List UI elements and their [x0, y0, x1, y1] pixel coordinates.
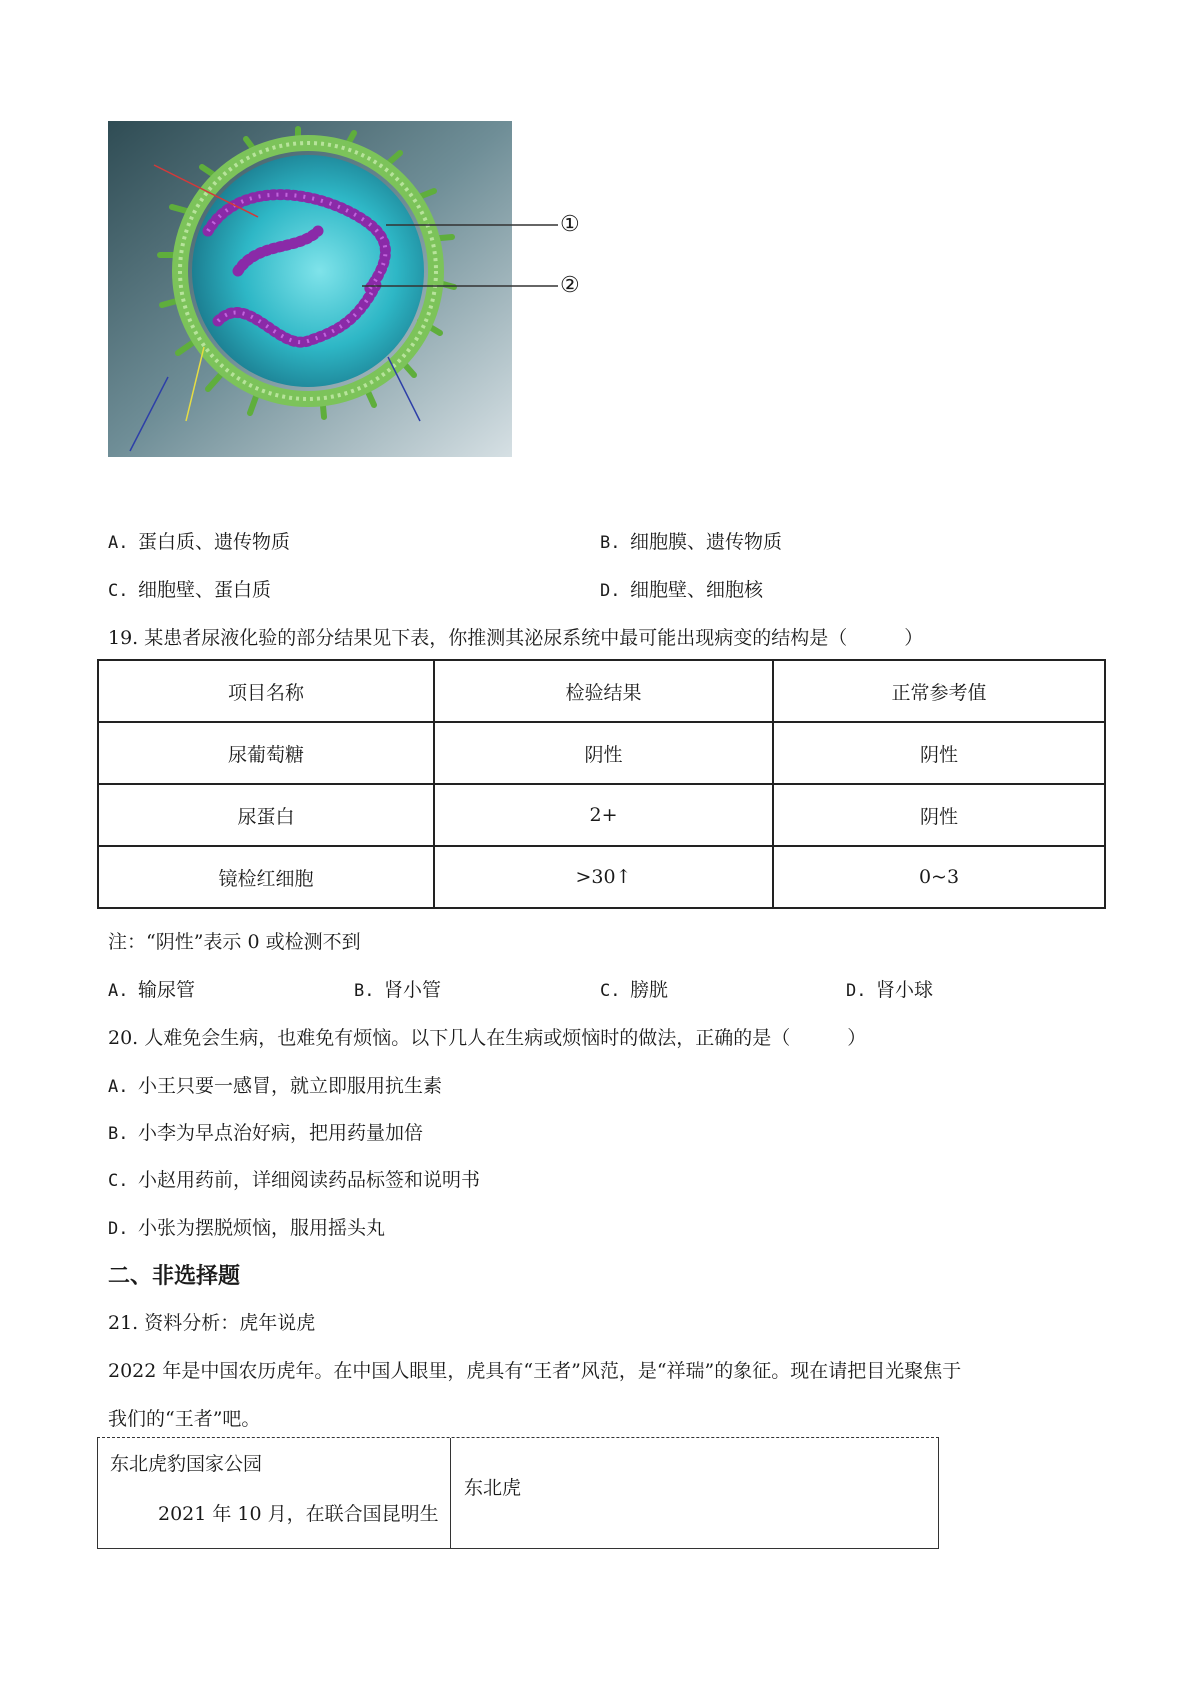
park-description: 2021 年 10 月，在联合国昆明生	[158, 1503, 439, 1525]
table-row	[98, 784, 1105, 846]
tiger-info-table	[97, 1437, 939, 1549]
section-heading: 二、非选择题	[108, 1264, 241, 1289]
q20-option-b[interactable]	[108, 1121, 423, 1146]
option-letter: B.	[600, 533, 621, 553]
q19-option-a[interactable]	[108, 978, 195, 1003]
q18-option-c[interactable]	[108, 578, 271, 603]
table-cell: >30↑	[434, 846, 773, 908]
option-letter: C.	[108, 1171, 129, 1191]
q21-paragraph-line-2: 我们的“王者”吧。	[108, 1408, 261, 1430]
option-letter: A.	[108, 1077, 129, 1097]
option-letter: B.	[108, 1124, 129, 1144]
table-header-row	[98, 660, 1105, 722]
q20-stem: 20. 人难免会生病，也难免有烦恼。以下几人在生病或烦恼时的做法，正确的是（ ）	[108, 1027, 867, 1049]
option-text: 细胞膜、遗传物质	[630, 531, 783, 553]
callout-label-2: ②	[560, 273, 580, 298]
option-text: 输尿管	[138, 979, 196, 1001]
option-text: 小王只要一感冒，就立即服用抗生素	[138, 1075, 443, 1097]
option-letter: D.	[108, 1219, 129, 1239]
q19-option-c[interactable]	[600, 978, 668, 1003]
table-cell: 阴性	[773, 784, 1105, 846]
q18-option-a[interactable]	[108, 530, 290, 555]
table-cell: 尿蛋白	[98, 784, 434, 846]
option-text: 细胞壁、蛋白质	[138, 579, 272, 601]
q21-stem: 21. 资料分析：虎年说虎	[108, 1312, 316, 1334]
option-text: 细胞壁、细胞核	[630, 579, 764, 601]
viral-core	[192, 155, 424, 387]
option-letter: B.	[354, 981, 375, 1001]
table-row	[98, 846, 1105, 908]
table-cell: 2+	[434, 784, 773, 846]
option-text: 膀胱	[630, 979, 669, 1001]
option-text: 肾小管	[384, 979, 442, 1001]
callout-label-1: ①	[560, 212, 580, 237]
virus-structure-figure	[108, 121, 512, 457]
option-text: 蛋白质、遗传物质	[138, 531, 291, 553]
table-cell: 0~3	[773, 846, 1105, 908]
q18-option-d[interactable]	[600, 578, 763, 603]
park-title: 东北虎豹国家公园	[110, 1453, 263, 1475]
table-cell: 阴性	[773, 722, 1105, 784]
option-letter: C.	[108, 581, 129, 601]
virus-illustration	[108, 121, 512, 457]
option-letter: C.	[600, 981, 621, 1001]
urinalysis-table	[97, 659, 1106, 909]
q20-option-d[interactable]	[108, 1216, 385, 1241]
tiger-title: 东北虎	[464, 1477, 522, 1499]
q19-option-d[interactable]	[846, 978, 933, 1003]
q20-option-c[interactable]	[108, 1168, 480, 1193]
option-text: 小赵用药前，详细阅读药品标签和说明书	[138, 1169, 481, 1191]
option-letter: A.	[108, 533, 129, 553]
tiger-table-right-cell	[452, 1438, 938, 1548]
header-cell: 正常参考值	[773, 660, 1105, 722]
q19-option-b[interactable]	[354, 978, 441, 1003]
q21-paragraph-line-1: 2022 年是中国农历虎年。在中国人眼里，虎具有“王者”风范，是“祥瑞”的象征。现在请把目光聚焦于	[108, 1360, 962, 1382]
option-text: 小张为摆脱烦恼，服用摇头丸	[138, 1217, 386, 1239]
option-text: 小李为早点治好病，把用药量加倍	[138, 1122, 424, 1144]
table-row	[98, 722, 1105, 784]
option-text: 肾小球	[876, 979, 934, 1001]
q20-option-a[interactable]	[108, 1074, 442, 1099]
table-cell: 镜检红细胞	[98, 846, 434, 908]
tiger-table-left-cell	[98, 1438, 451, 1548]
option-letter: D.	[846, 981, 867, 1001]
option-letter: A.	[108, 981, 129, 1001]
option-letter: D.	[600, 581, 621, 601]
q18-option-b[interactable]	[600, 530, 782, 555]
header-cell: 项目名称	[98, 660, 434, 722]
q19-stem: 19. 某患者尿液化验的部分结果见下表，你推测其泌尿系统中最可能出现病变的结构是（ ）	[108, 627, 924, 649]
table-cell: 尿葡萄糖	[98, 722, 434, 784]
q19-note: 注：“阴性”表示 0 或检测不到	[108, 931, 361, 953]
header-cell: 检验结果	[434, 660, 773, 722]
table-cell: 阴性	[434, 722, 773, 784]
